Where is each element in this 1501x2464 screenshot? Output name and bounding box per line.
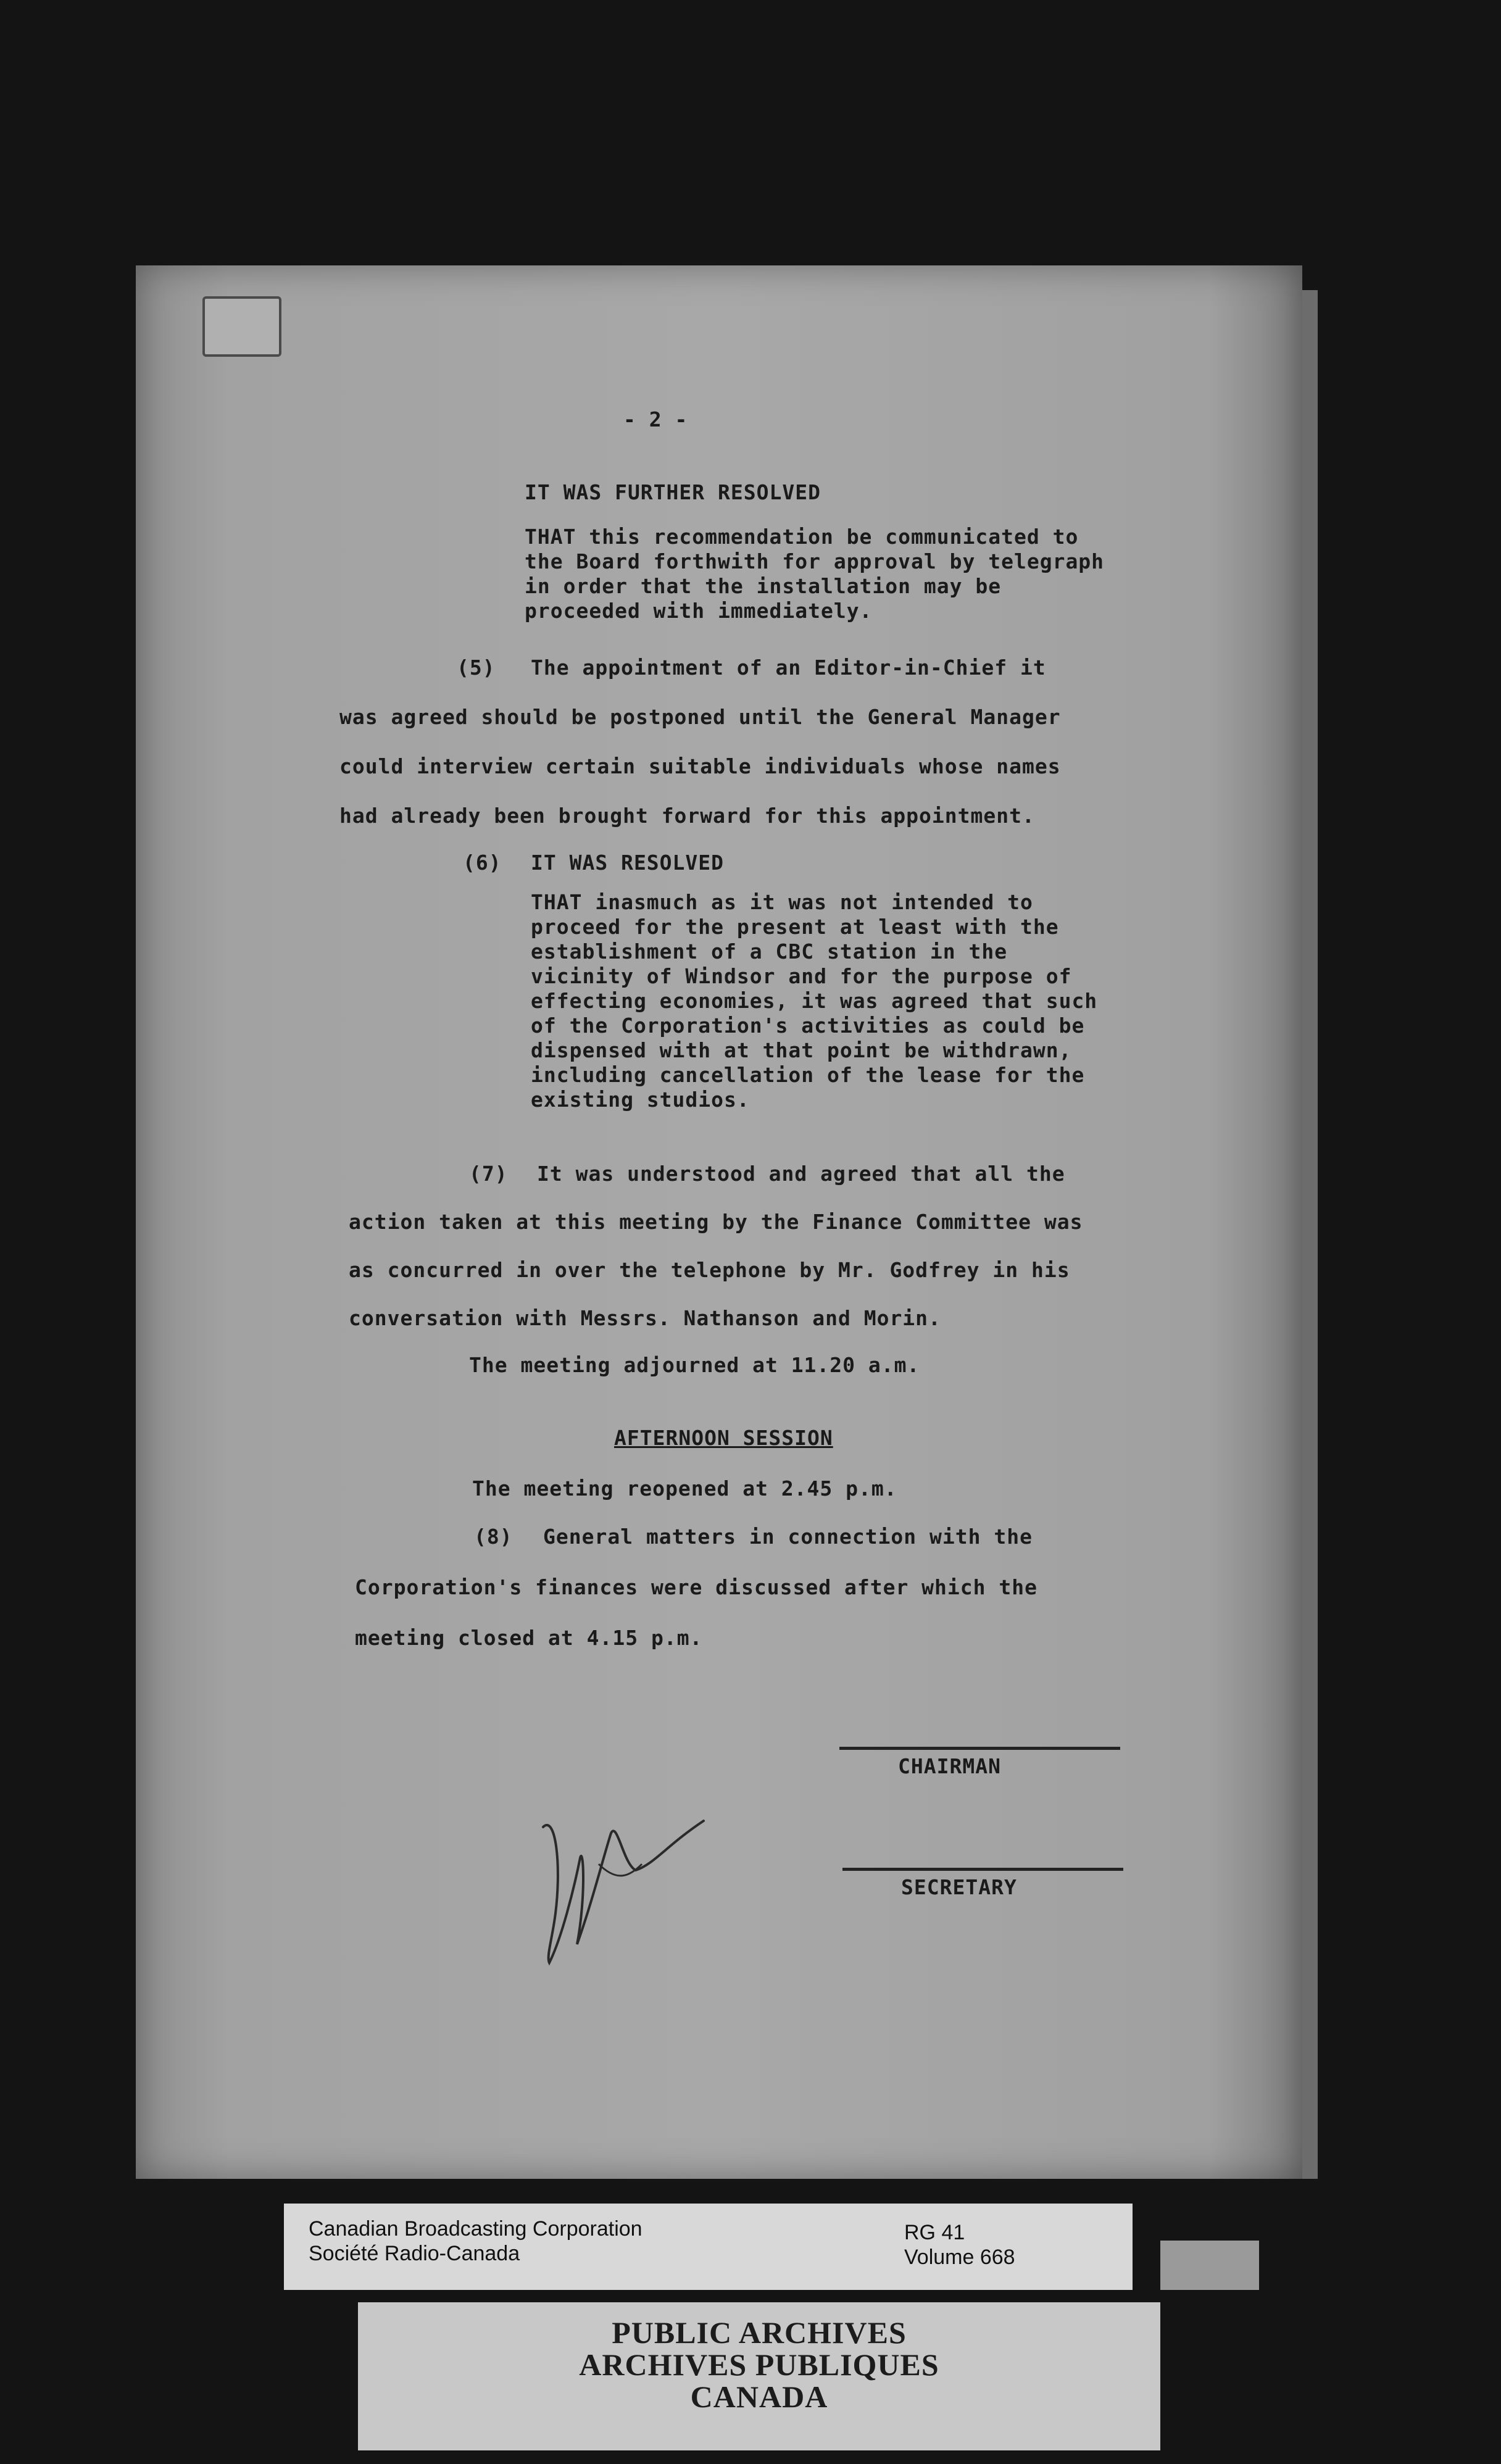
item5-line3: could interview certain suitable individuals whose names [339, 754, 1061, 778]
item6-heading: IT WAS RESOLVED [531, 851, 725, 875]
archive-record-group: RG 41 [904, 2221, 965, 2244]
paper-clip-mark [202, 296, 281, 357]
item8-number: (8) [474, 1525, 513, 1549]
archive-org-english: Canadian Broadcasting Corporation [309, 2217, 642, 2241]
further-resolved-text: THAT this recommendation be communicated to the Board forthwith for approval by telegraph in order that the installation may be proceeded with immediately. [525, 525, 1105, 623]
secretary-label: SECRETARY [901, 1875, 1017, 1899]
handwritten-initials-signature [518, 1790, 716, 1975]
item7-number: (7) [469, 1162, 508, 1186]
stamp-line2: ARCHIVES PUBLIQUES [579, 2347, 939, 2382]
item5-number: (5) [457, 656, 496, 680]
stamp-line1: PUBLIC ARCHIVES [612, 2315, 907, 2350]
archive-org-french: Société Radio-Canada [309, 2242, 520, 2265]
archive-reference-label [284, 2204, 1133, 2290]
meeting-reopened: The meeting reopened at 2.45 p.m. [472, 1476, 897, 1500]
chairman-label: CHAIRMAN [898, 1754, 1001, 1778]
item6-number: (6) [463, 851, 502, 875]
item5-line4: had already been brought forward for this appointment. [339, 804, 1035, 828]
item5-line2: was agreed should be postponed until the General Manager [339, 705, 1061, 729]
afternoon-session-heading: AFTERNOON SESSION [614, 1426, 833, 1450]
item8-line1: General matters in connection with the [543, 1525, 1033, 1549]
public-archives-stamp [358, 2302, 1160, 2450]
item7-line1: It was understood and agreed that all the [537, 1162, 1065, 1186]
item8-line3: meeting closed at 4.15 p.m. [355, 1626, 703, 1650]
page-number: - 2 - [623, 407, 688, 431]
secretary-signature-line [842, 1868, 1123, 1871]
document-page [136, 265, 1302, 2179]
meeting-adjourned: The meeting adjourned at 11.20 a.m. [469, 1353, 920, 1377]
item8-line2: Corporation's finances were discussed after which the [355, 1575, 1037, 1599]
item7-line4: conversation with Messrs. Nathanson and Morin. [349, 1306, 941, 1330]
further-resolved-heading: IT WAS FURTHER RESOLVED [525, 480, 821, 504]
item5-line1: The appointment of an Editor-in-Chief it [531, 656, 1046, 680]
stamp-line3: CANADA [690, 2379, 828, 2414]
item7-line3: as concurred in over the telephone by Mr. Godfrey in his [349, 1258, 1070, 1282]
item7-line2: action taken at this meeting by the Finance Committee was [349, 1210, 1083, 1234]
archive-volume: Volume 668 [904, 2245, 1015, 2269]
item6-text: THAT inasmuch as it was not intended to proceed for the present at least with the establishment of a CBC station in the vicinity of Windsor and for the purpose of effecting economies, it was agreed that such of the Corporation's activities as could be dispensed with at that point be withdrawn, including cancellation of the lease for the existing studios. [531, 890, 1098, 1112]
label-frame-right [1160, 2241, 1259, 2290]
chairman-signature-line [839, 1747, 1120, 1750]
